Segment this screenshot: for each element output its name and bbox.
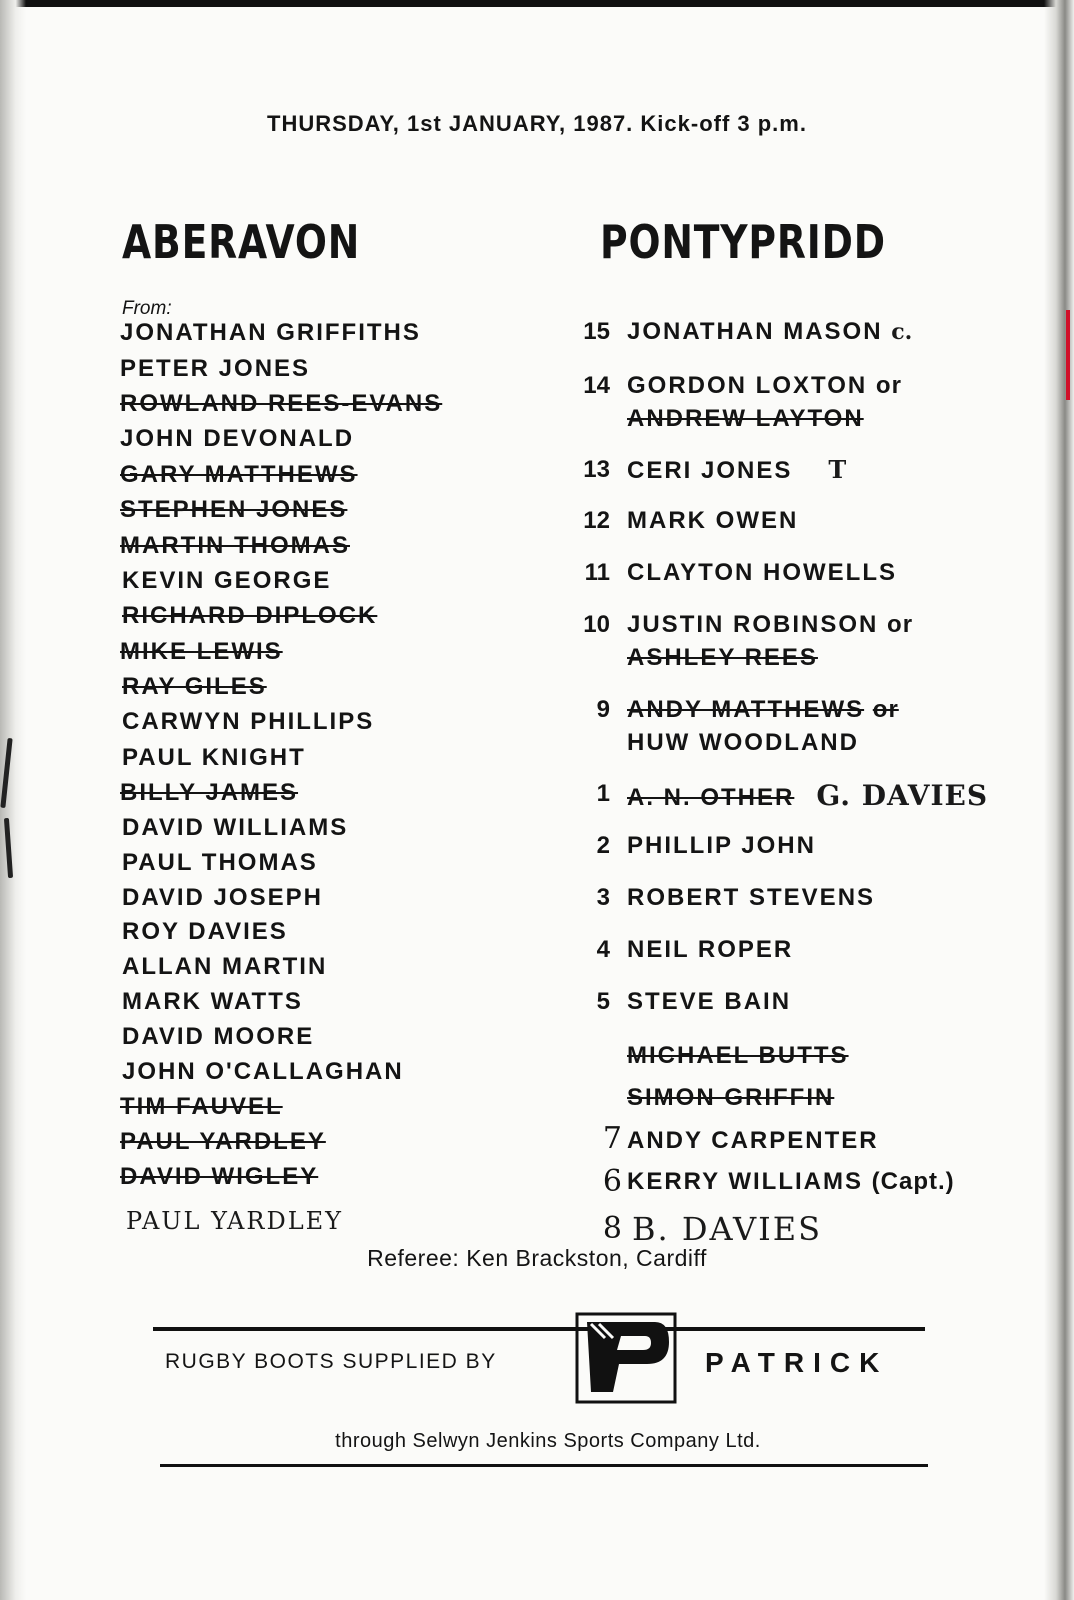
page-right-edge <box>1044 0 1074 1600</box>
shirt-number: 15 <box>583 318 610 345</box>
home-player-struck: ROWLAND REES-EVANS <box>120 390 443 417</box>
home-player: CARWYN PHILLIPS <box>122 708 375 735</box>
handwritten-shirt-number: 6 <box>602 1164 622 1199</box>
home-player-struck: DAVID WIGLEY <box>120 1163 319 1190</box>
shirt-number: 10 <box>583 611 610 638</box>
patrick-logo-icon <box>575 1312 677 1404</box>
home-player-struck: GARY MATTHEWS <box>120 461 358 488</box>
handwritten-player: B. DAVIES <box>632 1210 823 1248</box>
shirt-number: 5 <box>596 988 610 1015</box>
away-player: GORDON LOXTON or <box>627 372 902 399</box>
home-player: DAVID MOORE <box>122 1023 315 1050</box>
shirt-number: 3 <box>596 884 610 911</box>
away-team-title: PONTYPRIDD <box>600 215 886 269</box>
home-player: DAVID WILLIAMS <box>122 814 349 841</box>
handwritten-addition: PAUL YARDLEY <box>126 1207 343 1235</box>
home-player-struck: MARTIN THOMAS <box>120 532 350 559</box>
home-player: JOHN O'CALLAGHAN <box>122 1058 404 1085</box>
sponsor-through: through Selwyn Jenkins Sports Company Ltd. <box>335 1430 761 1452</box>
handwritten-note: c. <box>891 319 913 345</box>
away-player: PHILLIP JOHN <box>627 832 816 859</box>
home-player-struck: STEPHEN JONES <box>120 496 348 523</box>
match-date-header: THURSDAY, 1st JANUARY, 1987. Kick-off 3 p.m. <box>267 111 807 136</box>
away-player: JONATHAN MASON c. <box>627 318 913 345</box>
away-player: A. N. OTHER G. DAVIES <box>627 779 989 812</box>
home-player: DAVID JOSEPH <box>122 884 323 911</box>
away-player: ANDY CARPENTER <box>627 1127 879 1154</box>
home-player-struck: RAY GILES <box>122 673 267 700</box>
home-player: PETER JONES <box>120 355 311 382</box>
sponsor-text: RUGBY BOOTS SUPPLIED BY <box>165 1350 497 1373</box>
home-player-struck: RICHARD DIPLOCK <box>122 602 378 629</box>
referee-line: Referee: Ken Brackston, Cardiff <box>367 1245 707 1271</box>
home-player: PAUL KNIGHT <box>122 744 306 771</box>
handwritten-note: T <box>828 455 847 484</box>
shirt-number: 1 <box>596 780 610 807</box>
away-player: ANDY MATTHEWS or <box>627 696 899 723</box>
away-player: NEIL ROPER <box>627 936 794 963</box>
home-player: JOHN DEVONALD <box>120 425 355 452</box>
away-player: CERI JONES T <box>627 455 847 484</box>
away-player: MARK OWEN <box>627 507 799 534</box>
home-player: JONATHAN GRIFFITHS <box>120 319 421 346</box>
home-team-title: ABERAVON <box>122 215 361 269</box>
away-player-struck: ANDREW LAYTON <box>627 405 864 432</box>
red-edge-mark <box>1066 310 1070 400</box>
handwritten-shirt-number: 8 <box>602 1211 622 1246</box>
away-player: CLAYTON HOWELLS <box>627 559 898 586</box>
shirt-number: 14 <box>583 372 610 399</box>
home-player: MARK WATTS <box>122 988 303 1015</box>
shirt-number: 13 <box>583 456 610 483</box>
home-player: KEVIN GEORGE <box>122 567 332 594</box>
handwritten-shirt-number: 7 <box>602 1121 622 1156</box>
shirt-number: 11 <box>584 559 610 586</box>
divider <box>153 1327 925 1331</box>
away-player: ROBERT STEVENS <box>627 884 876 911</box>
divider <box>160 1464 928 1467</box>
home-player-struck: TIM FAUVEL <box>120 1093 283 1120</box>
shirt-number: 9 <box>596 696 610 723</box>
home-player-struck: BILLY JAMES <box>120 779 299 806</box>
away-player-struck: SIMON GRIFFIN <box>627 1084 835 1111</box>
away-player: HUW WOODLAND <box>627 729 859 756</box>
shirt-number: 4 <box>596 936 610 963</box>
away-player-struck: ASHLEY REES <box>627 644 818 671</box>
home-player-struck: MIKE LEWIS <box>120 638 283 665</box>
shirt-number: 12 <box>583 507 610 534</box>
home-player-struck: PAUL YARDLEY <box>120 1128 326 1155</box>
away-player-struck: MICHAEL BUTTS <box>627 1042 849 1069</box>
top-border <box>0 0 1074 7</box>
shirt-number: 2 <box>596 832 610 859</box>
home-player: ROY DAVIES <box>122 918 288 945</box>
away-player: KERRY WILLIAMS (Capt.) <box>627 1168 955 1195</box>
sponsor-brand: PATRICK <box>705 1347 889 1378</box>
handwritten-substitute: G. DAVIES <box>816 779 989 812</box>
from-label: From: <box>122 298 172 319</box>
home-player: ALLAN MARTIN <box>122 953 328 980</box>
home-player: PAUL THOMAS <box>122 849 318 876</box>
away-player: STEVE BAIN <box>627 988 792 1015</box>
away-player: JUSTIN ROBINSON or <box>627 611 914 638</box>
